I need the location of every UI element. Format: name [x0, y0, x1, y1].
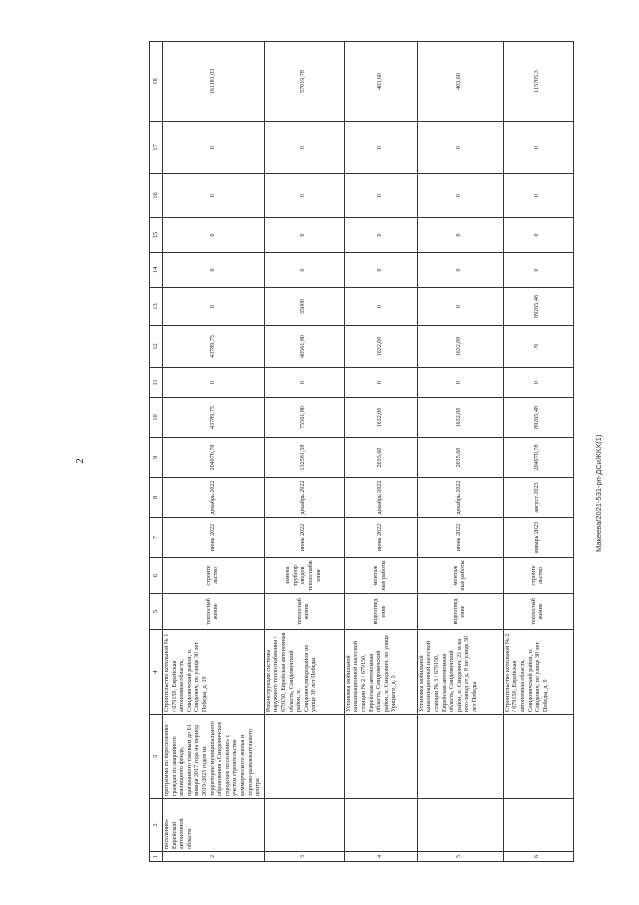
value-cell: 57019,78 — [264, 42, 344, 122]
program-cell — [503, 715, 573, 799]
value-cell: 43789,75 — [163, 326, 265, 368]
value-cell: 0 — [417, 174, 503, 218]
type-cell: теплоснаб жение — [163, 594, 265, 630]
type-cell: водоотвед ение — [417, 594, 503, 630]
value-cell: 0 — [344, 368, 417, 398]
municipality-cell — [344, 799, 417, 852]
value-cell: /9 — [503, 326, 573, 368]
value-cell: 0 — [503, 174, 573, 218]
row-number: 5 — [417, 852, 503, 862]
object-cell: Реконструкция системы наружного теплоснабжения / 679150, Еврейская автономная область, Смидовичский район, п. Смидович,микрорайон по улице 30 лет Победы — [264, 630, 344, 715]
header-cell: 6 — [150, 558, 163, 594]
value-cell: 1632,00 — [417, 398, 503, 438]
value-cell: 204970,78 — [163, 438, 265, 478]
value-cell: 2035,60 — [344, 438, 417, 478]
value-cell: 0 — [163, 368, 265, 398]
program-cell — [264, 715, 344, 799]
value-cell: 0 — [344, 253, 417, 288]
value-cell: 75561,80 — [264, 398, 344, 438]
value-cell: 35000 — [264, 288, 344, 326]
value-cell: 0 — [417, 253, 503, 288]
value-cell: 0 — [264, 174, 344, 218]
object-cell: Строительство котельной № 1 / 679150, Еврейская автономная область, Смидовичский район, п. Смидович, по улице 30 лет Победы, д. 19 — [163, 630, 265, 715]
end-date-cell: декабрь 2022 — [344, 478, 417, 518]
value-cell: 403,60 — [344, 42, 417, 122]
header-cell: 5 — [150, 594, 163, 630]
value-cell: 161181,03 — [163, 42, 265, 122]
value-cell: 0 — [503, 253, 573, 288]
program-cell — [344, 715, 417, 799]
header-cell: 8 — [150, 478, 163, 518]
value-cell: 132581,58 — [264, 438, 344, 478]
page-number: 2 — [74, 458, 86, 464]
row-number: 4 — [344, 852, 417, 862]
value-cell: 115705,3 — [503, 42, 573, 122]
program-cell: программа по переселению граждан из аварийного жилищного фонда, признанного таковым до 01 января 2017 года на период 2019-2025 годов на территории муниципального образования «Смидовичское городское поселение» с учетом строительства коммерческого жилья и торгово-развлекательного центра — [163, 715, 265, 799]
value-cell: 0 — [417, 368, 503, 398]
row-number: 3 — [264, 852, 344, 862]
row-number: 6 — [503, 852, 573, 862]
table-row — [344, 42, 417, 862]
municipality-cell — [503, 799, 573, 852]
works-cell: строите льство — [503, 558, 573, 594]
value-cell: 0 — [503, 368, 573, 398]
header-cell: 16 — [150, 174, 163, 218]
value-cell: 0 — [417, 218, 503, 253]
value-cell: 1632,00 — [417, 326, 503, 368]
value-cell: 0 — [163, 253, 265, 288]
value-cell: 0 — [503, 218, 573, 253]
end-date-cell: декабрь 2022 — [417, 478, 503, 518]
start-date-cell: июнь 2022 — [264, 518, 344, 558]
municipality-cell: поселение» Еврейской автономной области — [163, 799, 265, 852]
header-cell: 2 — [150, 799, 163, 852]
value-cell: 89265,48 — [503, 288, 573, 326]
value-cell: 0 — [264, 368, 344, 398]
start-date-cell: июнь 2022 — [417, 518, 503, 558]
program-cell — [417, 715, 503, 799]
value-cell: 1632,00 — [344, 326, 417, 368]
row-number: 2 — [163, 852, 265, 862]
value-cell: 0 — [163, 218, 265, 253]
table-row — [417, 42, 503, 862]
object-cell: Строительство котельной № 2 / 679150, Еврейская автономная область, Смидовичский район, п. Смидович, по улице 30 лет Победы, д. 9 — [503, 630, 573, 715]
header-cell: 10 — [150, 398, 163, 438]
document-id: Макеева/2021-531-рп-ДСиЖКХ(1) — [594, 434, 603, 552]
start-date-cell: январь 2023 — [503, 518, 573, 558]
header-cell: 17 — [150, 122, 163, 174]
start-date-cell: июнь 2022 — [163, 518, 265, 558]
value-cell: 403,60 — [417, 42, 503, 122]
table-row — [264, 42, 344, 862]
table-row — [503, 42, 573, 862]
value-cell: 0 — [344, 122, 417, 174]
value-cell: 0 — [344, 174, 417, 218]
header-cell: 9 — [150, 438, 163, 478]
header-cell: 1 — [150, 852, 163, 862]
end-date-cell: декабрь 2022 — [163, 478, 265, 518]
object-cell: Установка мобильной канализационной насосной станции № 3 / 679150, Еврейская автономная область, Смидовичский район, п. Смидович, 21 м на юго-запад от д. 8 по улице 30 лет Победы — [417, 630, 503, 715]
value-cell: 0 — [163, 174, 265, 218]
header-cell: 15 — [150, 218, 163, 253]
value-cell: 0 — [417, 122, 503, 174]
header-cell: 12 — [150, 326, 163, 368]
value-cell: 204970,78 — [503, 438, 573, 478]
header-row — [150, 42, 163, 862]
type-cell: теплоснаб жение — [503, 594, 573, 630]
start-date-cell: июнь 2022 — [344, 518, 417, 558]
header-cell: 4 — [150, 630, 163, 715]
value-cell: 1632,00 — [344, 398, 417, 438]
type-cell: теплоснаб жение — [264, 594, 344, 630]
value-cell: 0 — [264, 122, 344, 174]
value-cell: 89265,48 — [503, 398, 573, 438]
municipality-cell — [417, 799, 503, 852]
end-date-cell: декабрь 2022 — [264, 478, 344, 518]
works-cell: строите льство — [163, 558, 265, 594]
value-cell: 0 — [163, 288, 265, 326]
header-cell: 7 — [150, 518, 163, 558]
municipality-cell — [264, 799, 344, 852]
value-cell: 0 — [264, 253, 344, 288]
works-cell: замена трубопр оводов теплоснабжения — [264, 558, 344, 594]
table-row — [163, 42, 265, 862]
type-cell: водоотвед ение — [344, 594, 417, 630]
header-cell: 18 — [150, 42, 163, 122]
value-cell: 0 — [163, 122, 265, 174]
header-cell: 14 — [150, 253, 163, 288]
value-cell: 2035,60 — [417, 438, 503, 478]
value-cell: 0 — [503, 122, 573, 174]
value-cell: 0 — [344, 218, 417, 253]
value-cell: 40561,80 — [264, 326, 344, 368]
works-cell: монтаж ные работы — [417, 558, 503, 594]
value-cell: 43789,75 — [163, 398, 265, 438]
header-cell: 11 — [150, 368, 163, 398]
end-date-cell: август 2023 — [503, 478, 573, 518]
header-cell: 13 — [150, 288, 163, 326]
value-cell: 0 — [264, 218, 344, 253]
value-cell: 0 — [344, 288, 417, 326]
investment-table — [149, 42, 549, 862]
object-cell: Установка мобильной канализационной насосной станции № 2 / 679150, Еврейская автономная область, Смидовичский район, п. Смидович, по улице Урицкого, д. 3 — [344, 630, 417, 715]
works-cell: монтаж ные работы — [344, 558, 417, 594]
value-cell: 0 — [417, 288, 503, 326]
header-cell: 3 — [150, 715, 163, 799]
